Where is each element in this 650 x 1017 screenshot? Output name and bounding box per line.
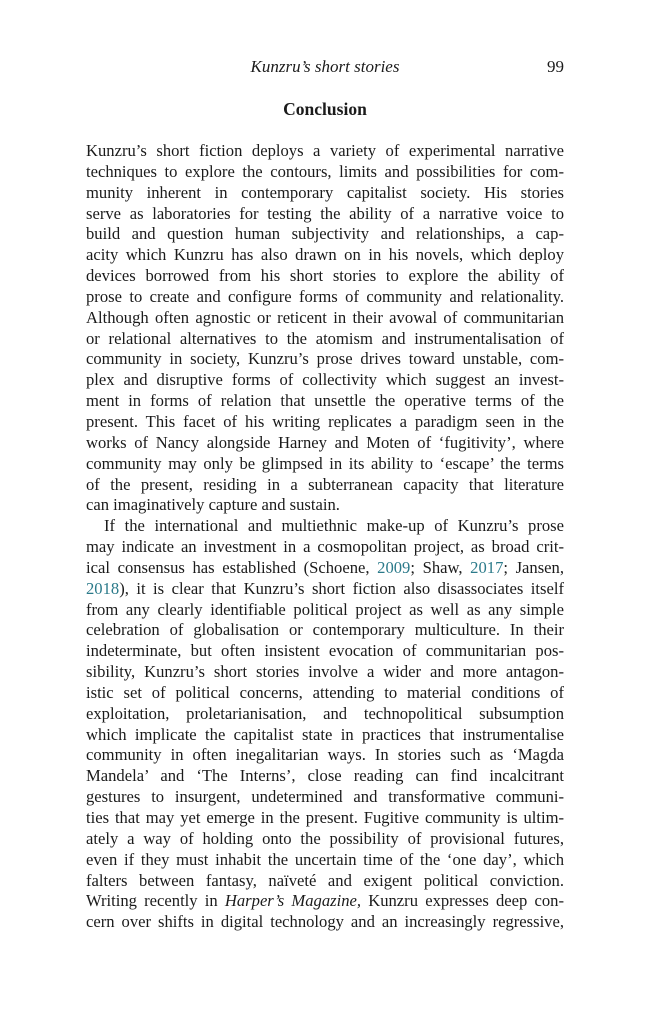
text-line: prose to create and configure forms of community and relationality. (86, 286, 564, 306)
text-line: indeterminate, but often insistent evocation of communitarian pos- (86, 641, 564, 661)
text-line: celebration of globalisation or contemporary multiculture. In their (86, 620, 564, 640)
text-line: can imaginatively capture and sustain. (86, 495, 340, 515)
text-line: techniques to explore the contours, limits and possibilities for com- (86, 161, 564, 181)
running-title: Kunzru’s short stories (250, 57, 400, 76)
text-line: of the present, residing in a subterranean capacity that literature (86, 474, 564, 494)
citation-link[interactable]: 2017 (470, 557, 504, 577)
text-line: sibility, Kunzru’s short stories involve a wider and more antagon- (86, 662, 564, 682)
text-line: plex and disruptive forms of collectivity which suggest an invest- (86, 370, 564, 390)
text-line: community in society, Kunzru’s prose drives toward unstable, com- (86, 349, 564, 369)
text-line: cern over shifts in digital technology and an increasingly regressive, (86, 912, 564, 932)
text-fragment: ical consensus has established (Schoene, (86, 557, 378, 577)
text-line: community in often inegalitarian ways. In stories such as ‘Magda (86, 745, 564, 765)
citation-link[interactable]: 2018 (86, 578, 120, 598)
text-line: Although often agnostic or reticent in their avowal of communitarian (86, 307, 564, 327)
text-line: community may only be glimpsed in its ability to ‘escape’ the terms (86, 453, 564, 473)
citation-link[interactable]: 2009 (377, 557, 411, 577)
text-line: or relational alternatives to the atomism and instrumentalisation of (86, 328, 564, 348)
text-line (86, 558, 564, 579)
text-line: which implicate the capitalist state in practices that instrumentalise (86, 724, 564, 744)
text-line: If the international and multiethnic make-up of Kunzru’s prose (104, 516, 564, 536)
paragraph-2 (86, 516, 564, 933)
text-line: ately a way of holding onto the possibility of provisional futures, (86, 828, 564, 848)
text-line: ties that may yet emerge in the present. Fugitive community is ultim- (86, 808, 564, 827)
text-line: present. This facet of his writing replicates a paradigm seen in the (86, 411, 564, 431)
page-number: 99 (547, 57, 564, 76)
paragraph-1 (86, 141, 564, 516)
text-line: munity inherent in contemporary capitalist society. His stories (86, 182, 564, 202)
text-line (86, 579, 564, 600)
text-line: ment in forms of relation that unsettle the operative terms of the (86, 391, 564, 411)
text-fragment: Kunzru expresses deep con- (361, 891, 564, 911)
text-line: Mandela’ and ‘The Interns’, close reading can find incalcitrant (86, 766, 564, 786)
text-line: falters between fantasy, naïveté and exigent political conviction. (86, 870, 564, 890)
text-line: acity which Kunzru has also drawn on in his novels, which deploy (86, 245, 564, 265)
text-line: exploitation, proletarianisation, and technopolitical subsumption (86, 703, 564, 723)
text-fragment: ), it is clear that Kunzru’s short fiction also disassociates itself (119, 578, 564, 598)
body-text (86, 141, 564, 933)
running-head (0, 57, 650, 79)
text-line: Kunzru’s short fiction deploys a variety of experimental narrative (86, 141, 564, 160)
text-fragment: Writing recently in (86, 891, 225, 911)
magazine-title: Harper’s Magazine, (224, 891, 362, 911)
text-line: from any clearly identifiable political project as well as any simple (86, 599, 564, 619)
text-line: even if they must inhabit the uncertain time of the ‘one day’, which (86, 849, 564, 869)
section-heading: Conclusion (283, 99, 367, 119)
text-line: serve as laboratories for testing the ability of a narrative voice to (86, 203, 564, 223)
text-fragment: ; Shaw, (410, 557, 471, 577)
text-line: istic set of political concerns, attending to material conditions of (86, 682, 564, 702)
text-line: devices borrowed from his short stories to explore the ability of (86, 266, 564, 286)
text-line: build and question human subjectivity and relationships, a cap- (86, 224, 564, 244)
text-fragment: ; Jansen, (503, 557, 564, 577)
text-line: works of Nancy alongside Harney and Moten of ‘fugitivity’, where (86, 432, 564, 452)
text-line: gestures to insurgent, undetermined and transformative communi- (86, 787, 564, 807)
text-line (86, 891, 564, 912)
text-line: may indicate an investment in a cosmopolitan project, as broad crit- (86, 537, 564, 557)
